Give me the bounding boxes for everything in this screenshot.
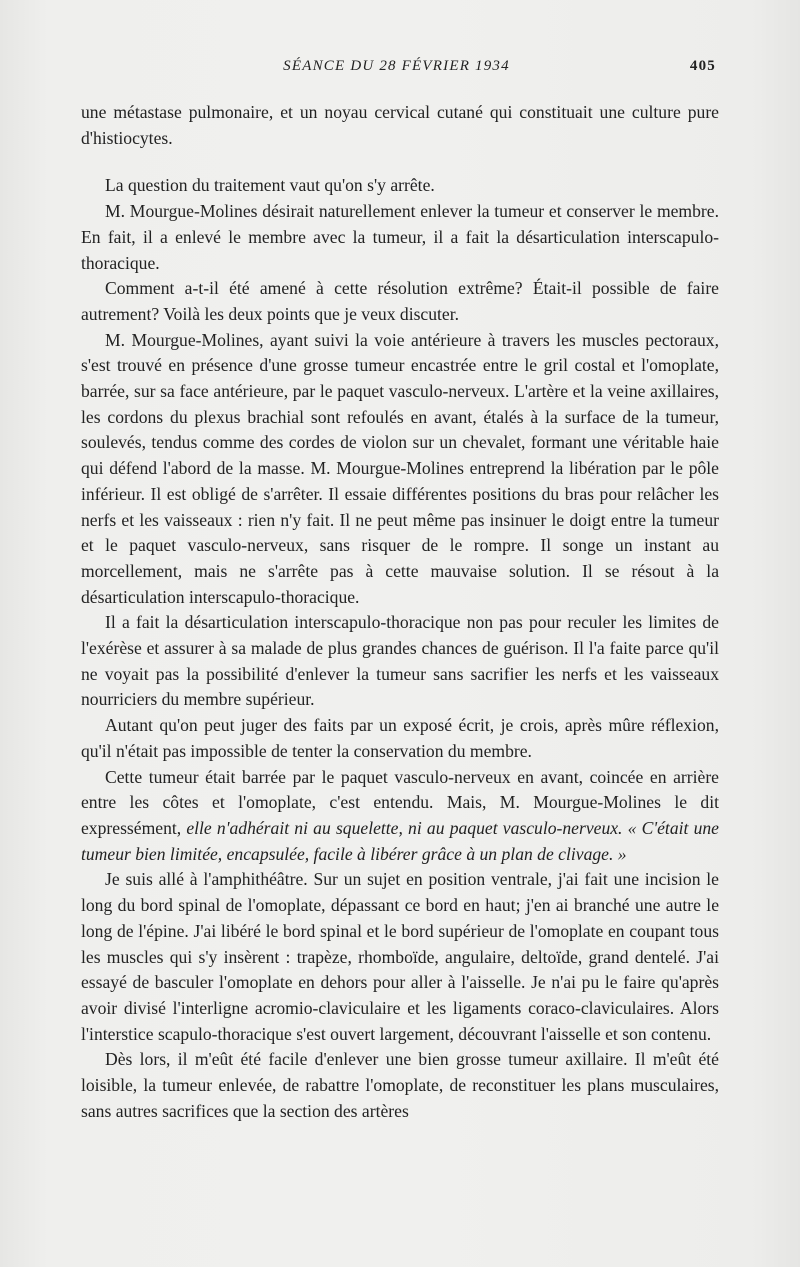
running-head-title: SÉANCE DU 28 FÉVRIER 1934 [283,58,510,74]
paragraph-6: Il a fait la désarticulation interscapulo-thoracique non pas pour reculer les limites de l'exérèse et assurer à sa malade de plus grandes chances de guérison. Il l'a faite parce qu'il ne voyait pas la possibilité d'enlever la tumeur sans sacrifier les nerfs et les vaisseaux nourriciers du membre supérieur. [81,612,719,710]
paragraph-10: Dès lors, il m'eût été facile d'enlever une bien grosse tumeur axillaire. Il m'eût été loisible, la tumeur enlevée, de rabattre l'omoplate, de reconstituer les plans musculaires, sans autres sacrifices que la section des artères [81,1049,719,1121]
paragraph-7: Autant qu'on peut juger des faits par un exposé écrit, je crois, après mûre réflexion, qu'il n'était pas impossible de tenter la conservation du membre. [81,715,719,761]
paragraph-3: M. Mourgue-Molines désirait naturellement enlever la tumeur et conserver le membre. En fait, il a enlevé le membre avec la tumeur, il a fait la désarticulation interscapulo-thoracique. [81,201,719,273]
paragraph-1: une métastase pulmonaire, et un noyau cervical cutané qui constituait une culture pure d'histiocytes. [81,102,719,148]
page-number: 405 [689,58,716,74]
paragraph-4: Comment a-t-il été amené à cette résolution extrême? Était-il possible de faire autrement? Voilà les deux points que je veux discuter. [81,278,719,324]
paragraph-5: M. Mourgue-Molines, ayant suivi la voie antérieure à travers les muscles pectoraux, s'est trouvé en présence d'une grosse tumeur encastrée entre le gril costal et l'omoplate, barrée, sur sa face antérieure, par le paquet vasculo-nerveux. L'artère et la veine axillaires, les cordons du plexus brachial sont refoulés en avant, étalés à la surface de la tumeur, soulevés, tendus comme des cordes de violon sur un chevalet, formant une véritable haie qui défend l'abord de la masse. M. Mourgue-Molines entreprend la libération par le pôle inférieur. Il est obligé de s'arrêter. Il essaie différentes positions du bras pour relâcher les nerfs et les vaisseaux : rien n'y fait. Il ne peut même pas insinuer le doigt entre la tumeur et le paquet vasculo-nerveux, sans risquer de le rompre. Il songe un instant au morcellement, mais ne s'arrête pas à cette mauvaise solution. Il se résout à la désarticulation interscapulo-thoracique. [81,329,719,607]
paragraph-8-italic-quote: elle n'adhérait ni au squelette, ni au paquet vasculo-nerveux. « C'était une tumeur bien limitée, encapsulée, facile à libérer grâce à un plan de clivage. » [81,817,719,864]
running-head [81,58,716,84]
paragraph-8-roman: Cette tumeur était barrée par le paquet vasculo-nerveux en avant, coincée en arrière entre les côtes et l'omoplate, c'est entendu. Mais, M. Mourgue-Molines le dit expressément, [81,766,719,838]
paragraph-8 [81,765,719,868]
paragraph-2: La question du traitement vaut qu'on s'y arrête. [105,175,435,196]
paragraph-9: Je suis allé à l'amphithéâtre. Sur un sujet en position ventrale, j'ai fait une incision le long du bord spinal de l'omoplate, dépassant ce bord en haut; j'en ai branché une autre le long de l'épine. J'ai libéré le bord spinal et le bord supérieur de l'omoplate en coupant tous les muscles qui s'y insèrent : trapèze, rhomboïde, angulaire, deltoïde, grand dentelé. J'ai essayé de basculer l'omoplate en dehors pour aller à l'aisselle. Je n'ai pu le faire qu'après avoir divisé l'interligne acromio-claviculaire et les ligaments coraco-claviculaires. Alors l'interstice scapulo-thoracique s'est ouvert largement, découvrant l'aisselle et son contenu. [81,869,719,1044]
body-text [81,100,719,1124]
